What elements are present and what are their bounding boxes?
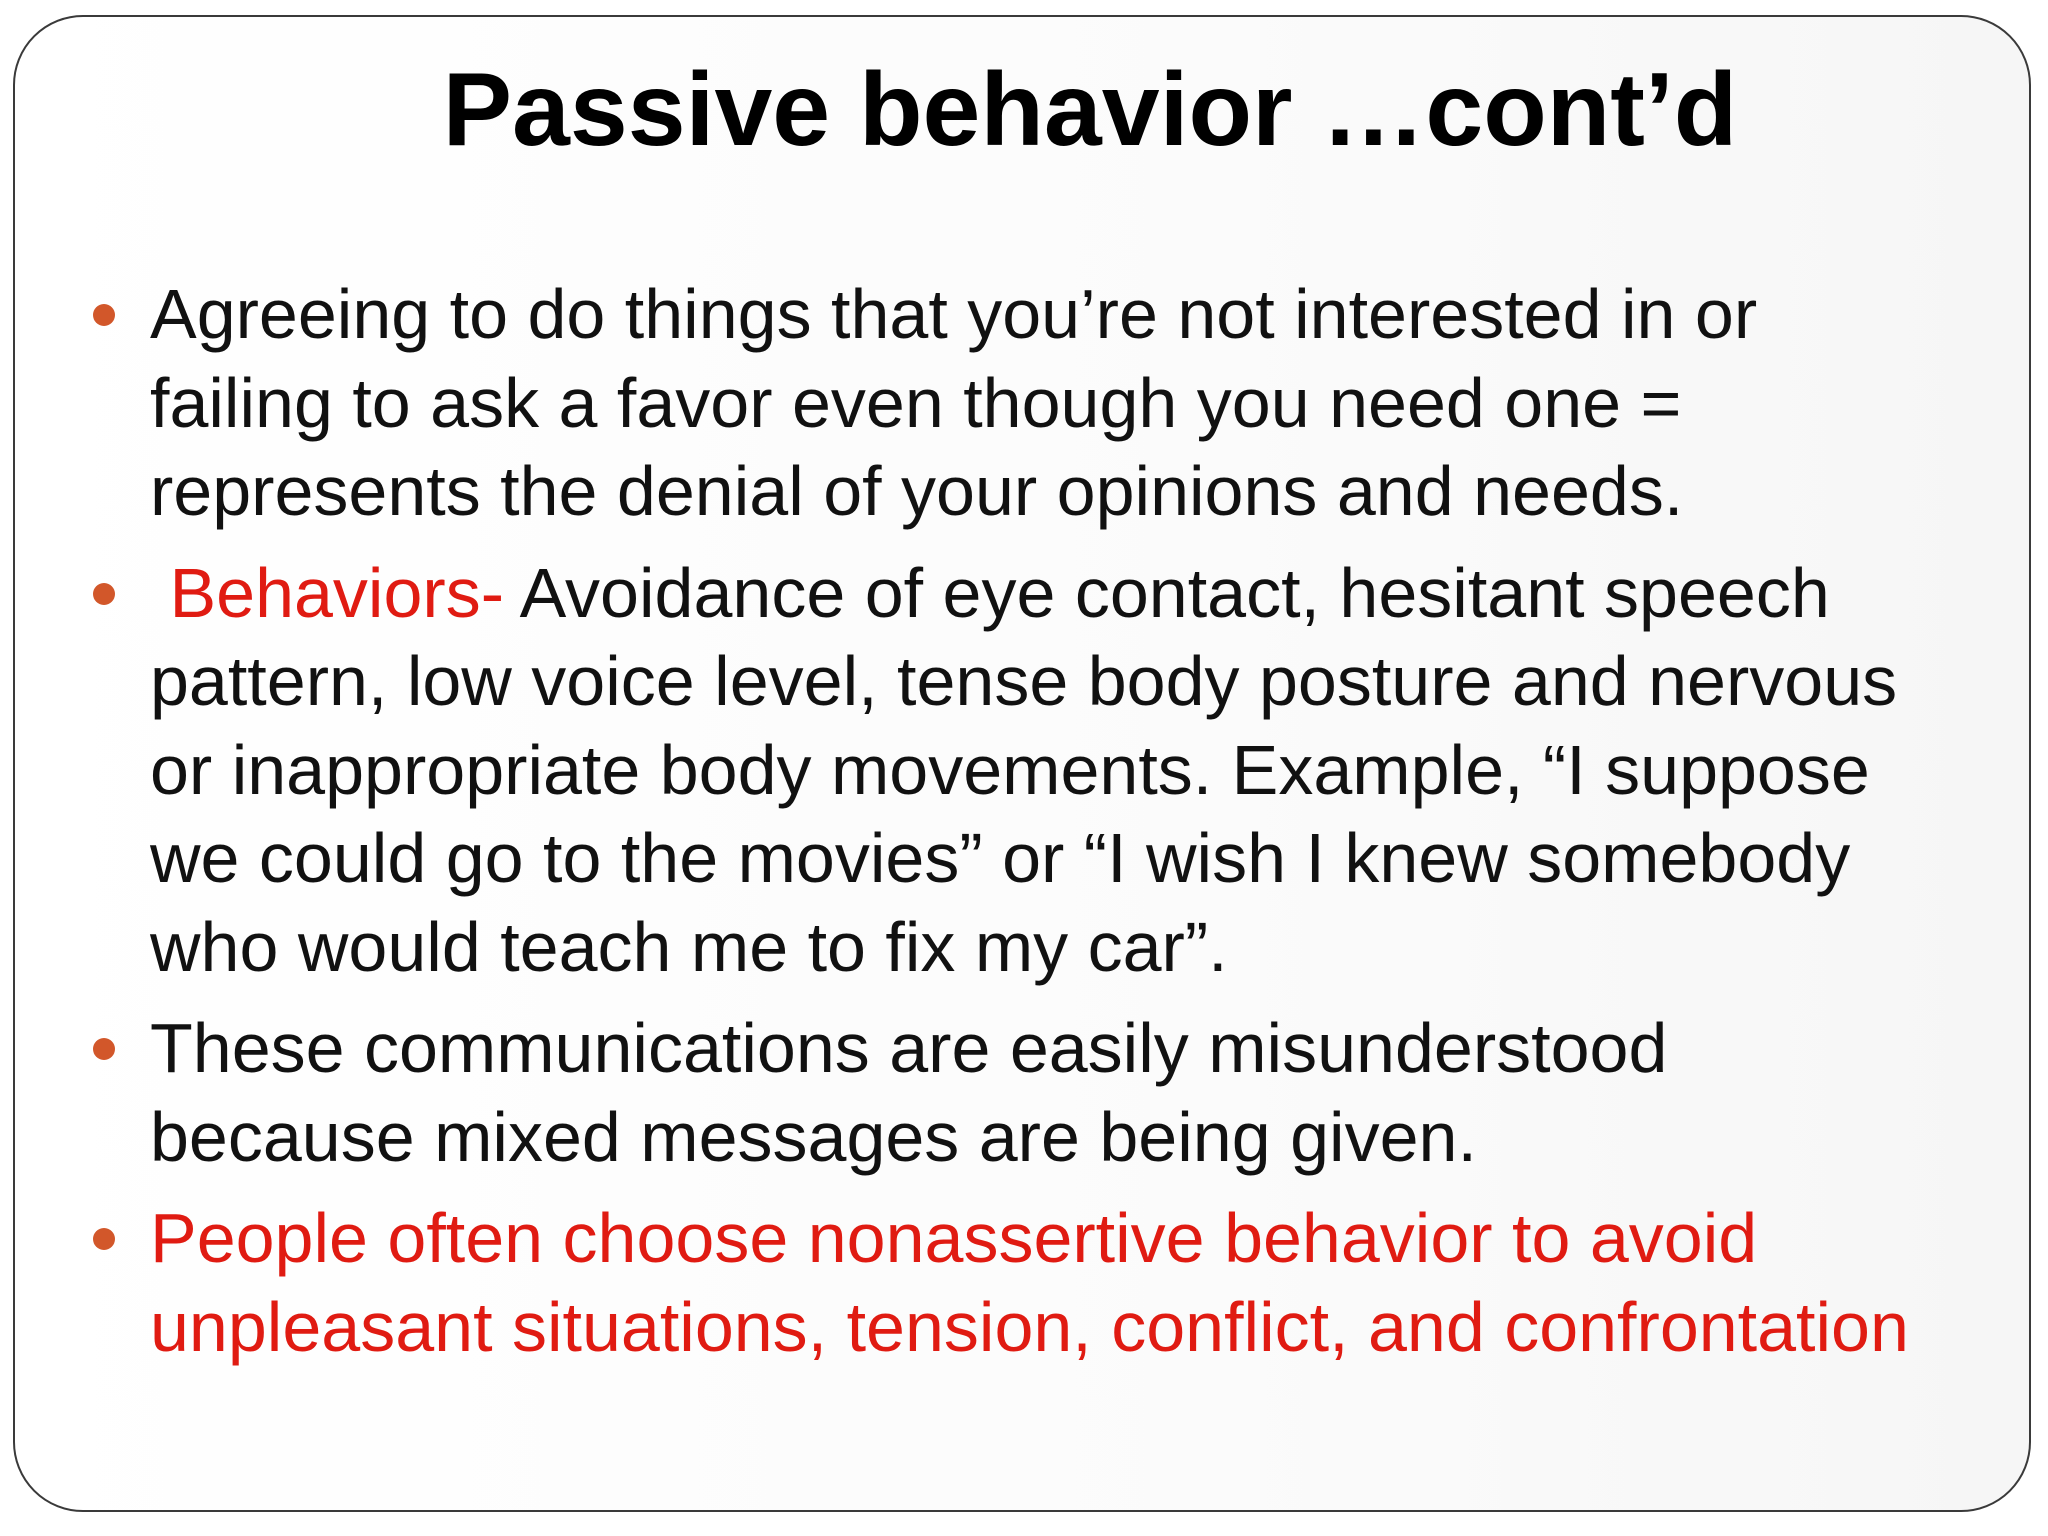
bullet-highlight-text: People often choose nonassertive behavior to avoid unpleasant situations, tension, conflict, and confrontation xyxy=(150,1199,1909,1366)
bullet-text: Avoidance of eye contact, hesitant speech pattern, low voice level, tense body posture and nervous or inappropriate body movements. Example, “I suppose we could go to the movies” or “I wish I knew somebody who would teach me to fix my car”. xyxy=(150,553,1898,986)
bullet-item-communications xyxy=(150,1004,1910,1181)
bullet-item-nonassertive xyxy=(150,1194,1910,1371)
bullet-list xyxy=(150,270,1910,1384)
bullet-item-behaviors xyxy=(150,549,1910,992)
bullet-item-agreeing xyxy=(150,270,1910,536)
bullet-dot-icon xyxy=(93,304,115,326)
slide-title: Passive behavior …cont’d xyxy=(442,52,1738,168)
bullet-leading-space xyxy=(150,554,169,632)
bullet-highlight-label: Behaviors- xyxy=(169,553,505,632)
bullet-text: Agreeing to do things that you’re not interested in or failing to ask a favor even though you need one = represents the denial of your opinions and needs. xyxy=(150,275,1758,530)
bullet-dot-icon xyxy=(93,1228,115,1250)
bullet-text: These communications are easily misunderstood because mixed messages are being given. xyxy=(150,1009,1668,1176)
bullet-dot-icon xyxy=(93,1038,115,1060)
bullet-dot-icon xyxy=(93,583,115,605)
